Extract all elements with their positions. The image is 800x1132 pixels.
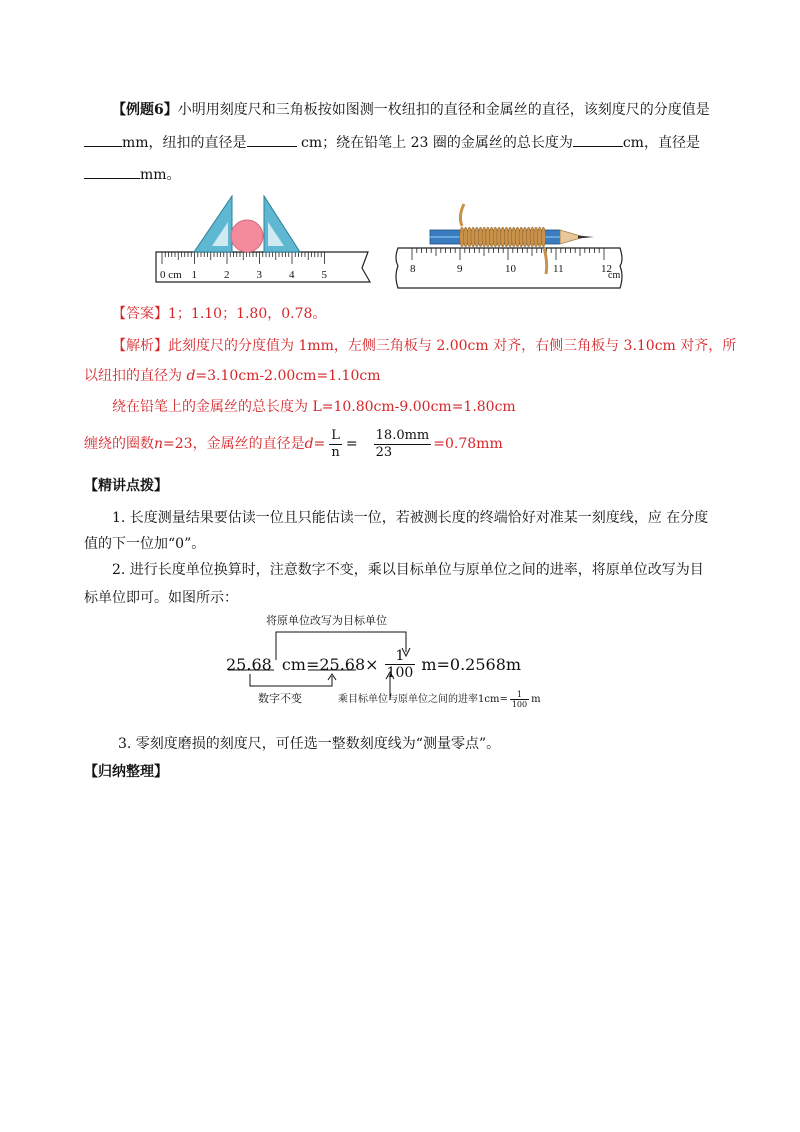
section-title-key-points: 【精讲点拨】 <box>84 478 168 494</box>
ruler-tick-label: 1 <box>191 269 197 281</box>
ruler-tick-label: 11 <box>553 263 564 275</box>
point-1-line-2: 值的下一位加“0”。 <box>84 536 206 552</box>
ruler-tick-label: 10 <box>505 263 516 275</box>
blank-wire-diameter <box>84 164 140 179</box>
ruler-tick-label: 3 <box>256 269 262 281</box>
blank-button-diameter <box>247 132 297 147</box>
pencil-lead <box>578 236 594 239</box>
example-line-2: mm，纽扣的直径是 cm；绕在铅笔上 23 圈的金属丝的总长度为 cm，直径是 <box>84 132 700 153</box>
blank-division <box>84 132 122 147</box>
ruler-tick-label: 8 <box>410 263 416 275</box>
conversion-bottom-left: 数字不变 <box>258 692 302 705</box>
analysis-line-1: 【解析】此刻度尺的分度值为 1mm，左侧三角板与 2.00cm 对齐，右侧三角板与 3.10cm 对齐，所 <box>112 338 737 354</box>
example-tag: 【例题6】 <box>112 102 178 118</box>
ruler-unit-label: cm <box>608 270 621 281</box>
fraction-l-over-n: $\frac{L}{n}$ <box>331 427 340 460</box>
blank-wire-length <box>573 132 623 147</box>
ruler-tick-label: 4 <box>289 269 295 281</box>
point-2-line-1: 2. 进行长度单位换算时，注意数字不变，乘以目标单位与原单位之间的进率，将原单位改写为目 <box>112 562 704 578</box>
conversion-top-note: 将原单位改写为目标单位 <box>266 614 387 627</box>
example-line-3: mm。 <box>84 164 181 185</box>
unit-conversion-diagram <box>226 612 566 712</box>
pencil-wire-figure <box>388 196 630 292</box>
analysis-line-4: 缠绕的圈数 n =23，金属丝的直径是 d = $\frac{L}{n}$ = $\frac{18.0mm}{23}$ =0.78mm <box>84 427 503 460</box>
point-3: 3. 零刻度磨损的刻度尺，可任选一整数刻度线为“测量零点”。 <box>118 736 501 752</box>
section-title-summary: 【归纳整理】 <box>84 764 168 780</box>
button-circle <box>231 220 263 252</box>
ruler-tick-label: 9 <box>457 263 463 275</box>
ruler-tick-label: 5 <box>321 269 327 281</box>
example-line-1: 【例题6】小明用刻度尺和三角板按如图测一枚纽扣的直径和金属丝的直径，该刻度尺的分度值是 <box>112 102 710 118</box>
answer-label: 【答案】 <box>112 306 168 322</box>
ruler-tick-label: 2 <box>224 269 230 281</box>
ruler-tick-label: 12 <box>601 263 612 275</box>
answer-text: 1；1.10；1.80，0.78。 <box>168 306 327 322</box>
conversion-fraction: $\frac{1}{100}$ <box>386 648 414 681</box>
wire-coil <box>541 227 545 247</box>
conversion-bottom-right: 乘目标单位与原单位之间的进率1cm= $\frac{1}{100}$ m <box>338 690 541 709</box>
point-1-line-1: 1. 长度测量结果要估读一位且只能估读一位，若被测长度的终端恰好对准某一刻度线，应 在分度 <box>112 510 709 526</box>
ruler-tick-label: 0 cm <box>160 269 182 281</box>
wire-end-top <box>460 204 464 226</box>
answer-line <box>112 304 326 324</box>
analysis-line-2: 以纽扣的直径为 d=3.10cm-2.00cm=1.10cm <box>84 368 381 384</box>
fraction-18mm-over-23: $\frac{18.0mm}{23}$ <box>375 427 430 460</box>
conversion-equation: 25.68 cm= 25.68 × $\frac{1}{100}$ m=0.2568m <box>226 648 522 681</box>
point-2-line-2: 标单位即可。如图所示： <box>84 590 238 606</box>
analysis-label: 【解析】 <box>112 338 168 354</box>
analysis-line-3: 绕在铅笔上的金属丝的总长度为 L=10.80cm-9.00cm=1.80cm <box>112 399 516 415</box>
ruler-button-figure <box>150 190 380 288</box>
